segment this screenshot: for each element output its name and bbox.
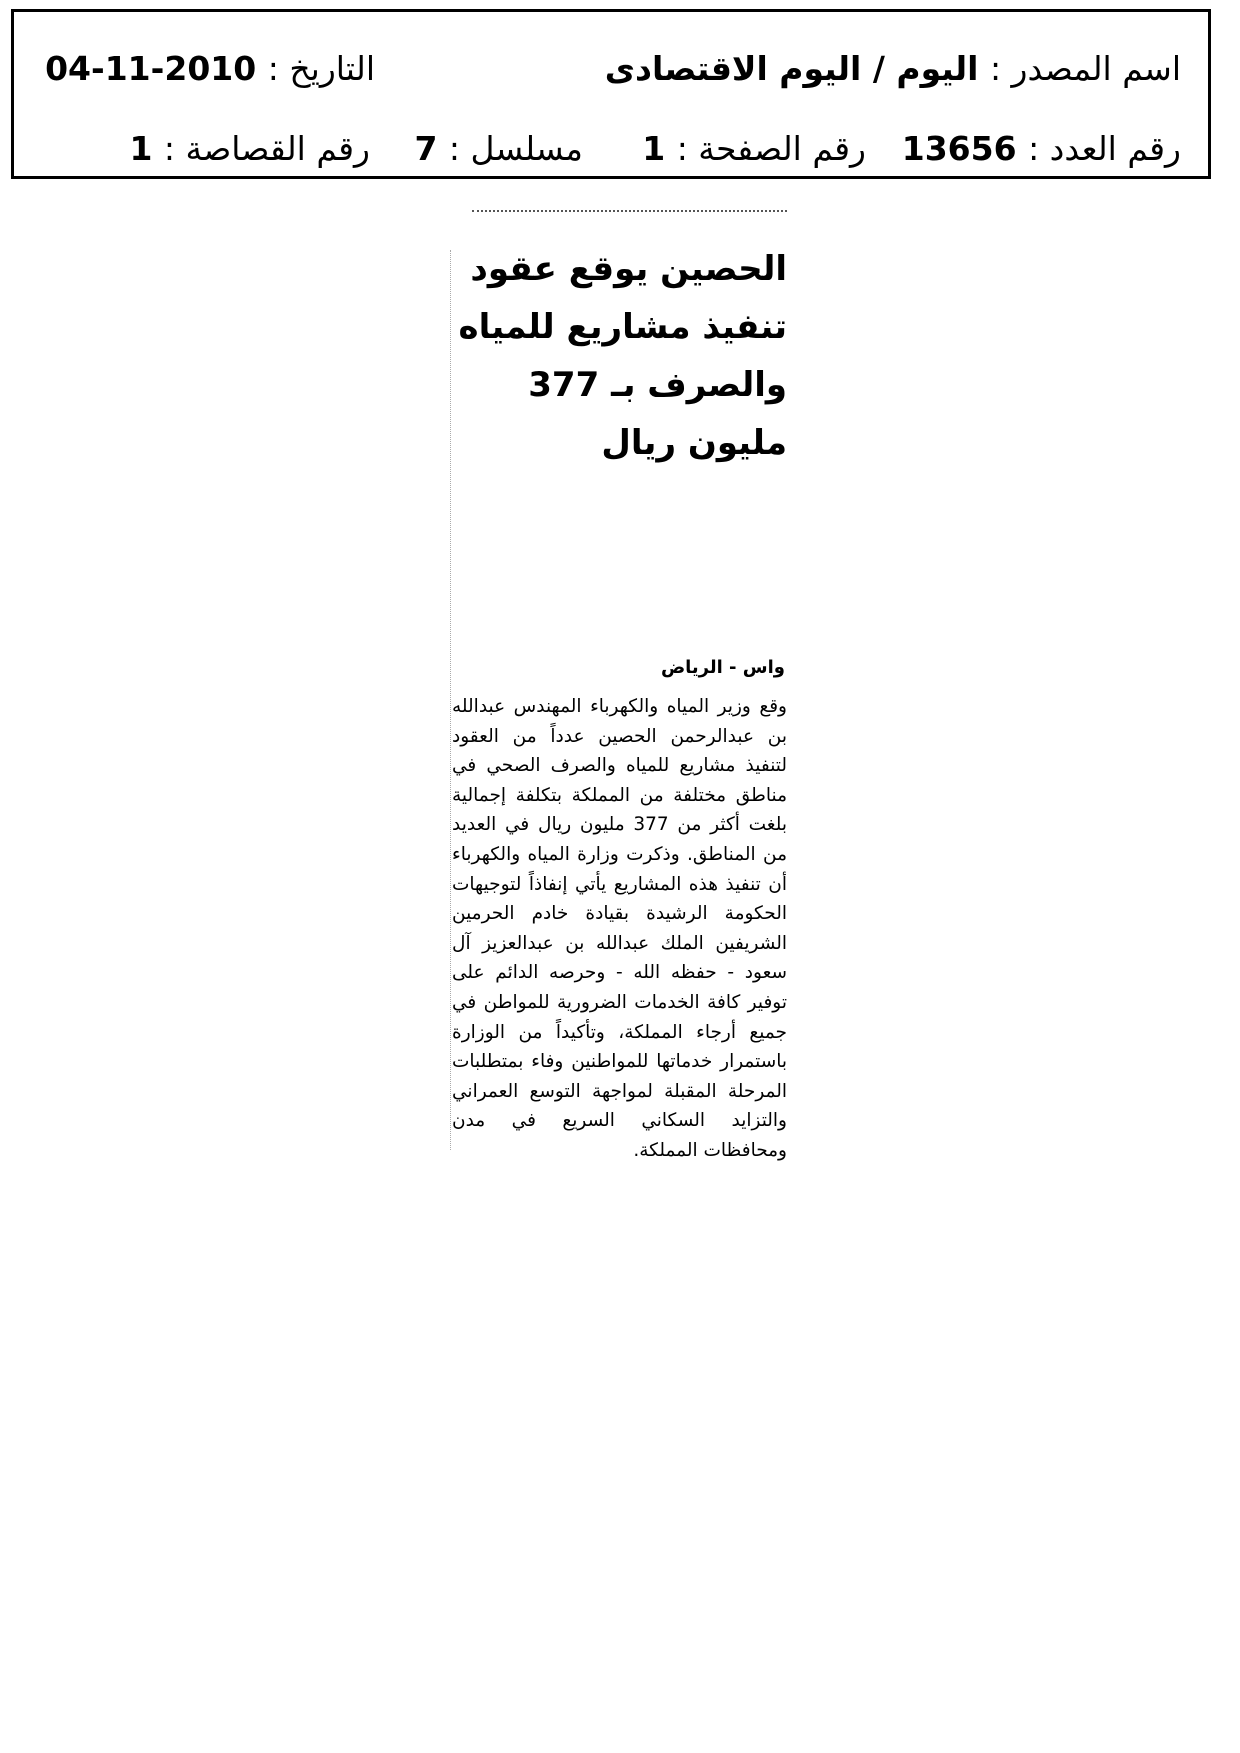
serial-field bbox=[414, 129, 583, 169]
date-label: التاريخ : bbox=[267, 49, 375, 88]
article-byline: واس - الرياض bbox=[660, 657, 785, 678]
page-field bbox=[642, 129, 866, 169]
clipping-top-rule bbox=[472, 210, 787, 212]
clipping-edge bbox=[450, 250, 451, 1150]
article-headline: الحصين يوقع عقود تنفيذ مشاريع للمياه والصرف بـ 377 مليون ريال bbox=[458, 249, 787, 463]
article-body: وقع وزير المياه والكهرباء المهندس عبدالله بن عبدالرحمن الحصين عدداً من العقود لتنفيذ مشاريع للمياه والصرف الصحي في مناطق مختلفة من المملكة بتكلفة إجمالية بلغت أكثر من 377 مليون ريال في العديد من المناطق. وذكرت وزارة المياه والكهرباء أن تنفيذ هذه المشاريع يأتي إنفاذاً لتوجيهات الحكومة الرشيدة بقيادة خادم الحرمين الشريفين الملك عبدالله بن عبدالعزيز آل سعود - حفظه الله - وحرصه الدائم على توفير كافة الخدمات الضرورية للمواطن في جميع أرجاء المملكة، وتأكيداً من الوزارة باستمرار خدماتها للمواطنين وفاء بمتطلبات المرحلة المقبلة لمواجهة التوسع العمراني والتزايد السكاني السريع في مدن ومحافظات المملكة. bbox=[452, 696, 787, 1161]
date-field bbox=[45, 49, 375, 89]
source-label: اسم المصدر : bbox=[989, 49, 1181, 88]
serial-label: مسلسل : bbox=[448, 129, 583, 168]
issue-value: 13656 bbox=[901, 129, 1017, 168]
clip-number-field bbox=[129, 129, 370, 169]
date-value: 2010-11-04 bbox=[45, 49, 257, 88]
clipping-info-box bbox=[11, 9, 1211, 179]
page-label: رقم الصفحة : bbox=[676, 129, 866, 168]
page-value: 1 bbox=[642, 129, 666, 168]
issue-label: رقم العدد : bbox=[1028, 129, 1181, 168]
source-field bbox=[605, 49, 1181, 89]
source-value: اليوم / اليوم الاقتصادى bbox=[604, 49, 979, 88]
clip-number-value: 1 bbox=[129, 129, 153, 168]
newspaper-clipping bbox=[452, 210, 787, 1160]
issue-field bbox=[902, 129, 1181, 169]
serial-value: 7 bbox=[414, 129, 438, 168]
clip-number-label: رقم القصاصة : bbox=[163, 129, 370, 168]
